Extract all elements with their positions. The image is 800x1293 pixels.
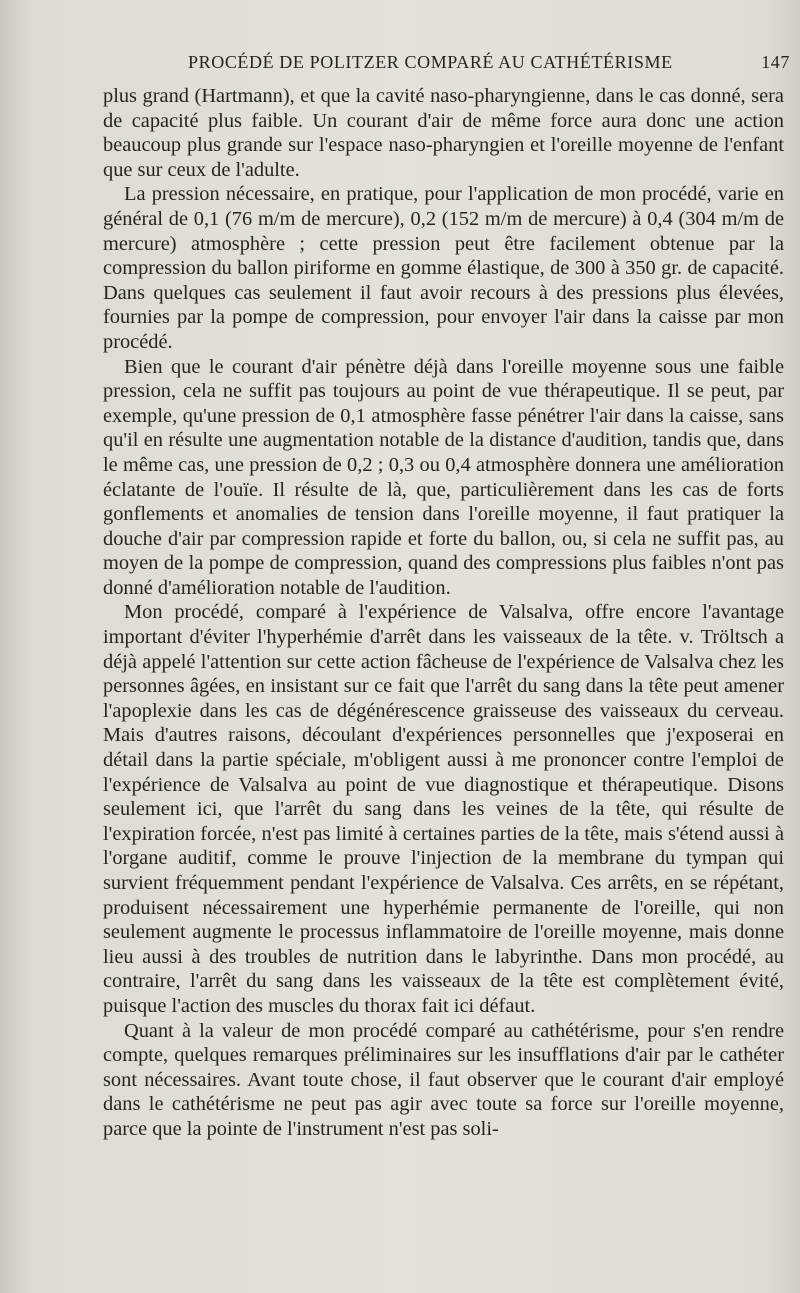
paragraph: Bien que le courant d'air pénètre déjà dans l'oreille moyenne sous une faible pression, cela ne suffit pas toujours au point de vue thérapeutique. Il se peut, par exemple, qu'une pression de 0,1 atmosphère fasse pénétrer l'air dans la caisse, sans qu'il en résulte une augmentation notable de la distance d'audition, tandis que, dans le même cas, une pression de 0,2 ; 0,3 ou 0,4 atmosphère donnera une amélioration éclatante de l'ouïe. Il résulte de là, que, particulièrement dans les cas de forts gonflements et anomalies de tension dans l'oreille moyenne, il faut pratiquer la douche d'air par compression rapide et forte du ballon, ou, si cela ne suffit pas, au moyen de la pompe de compression, quand des compressions plus faibles n'ont pas donné d'amélioration notable de l'audition. [103,355,784,599]
paragraph: La pression nécessaire, en pratique, pour l'application de mon procédé, varie en général de 0,1 (76 m/m de mercure), 0,2 (152 m/m de mercure) à 0,4 (304 m/m de mercure) atmosphère ; cette pression peut être facilement obtenue par la compression du ballon piriforme en gomme élastique, de 300 à 350 gr. de capacité. Dans quelques cas seulement il faut avoir recours à des pressions plus élevées, fournies par la pompe de compression, pour envoyer l'air dans la caisse par mon procédé. [103,183,784,353]
page-number: 147 [761,52,790,72]
page-header [100,44,790,78]
running-title: PROCÉDÉ DE POLITZER COMPARÉ AU CATHÉTÉRISME [188,52,673,72]
paragraph: Quant à la valeur de mon procédé comparé au cathétérisme, pour s'en rendre compte, quelques remarques préliminaires sur les insufflations d'air par le cathéter sont nécessaires. Avant toute chose, il faut observer que le courant d'air employé dans le cathétérisme ne peut pas agir avec toute sa force sur l'oreille moyenne, parce que la pointe de l'instrument n'est pas soli- [103,1019,784,1140]
paragraph: Mon procédé, comparé à l'expérience de Valsalva, offre encore l'avantage important d'éviter l'hyperhémie d'arrêt dans les vaisseaux de la tête. v. Tröltsch a déjà appelé l'attention sur cette action fâcheuse de l'expérience de Valsalva chez les personnes âgées, en insistant sur ce fait que l'arrêt du sang dans la tête peut amener l'apoplexie dans les cas de dégénérescence graisseuse des vaisseaux du cerveau. Mais d'autres raisons, découlant d'expériences personnelles que j'exposerai en détail dans la partie spéciale, m'obligent aussi à me prononcer contre l'emploi de l'expérience de Valsalva au point de vue diagnostique et thérapeutique. Disons seulement ici, que l'arrêt du sang dans les veines de la tête, qui résulte de l'expiration forcée, n'est pas limité à certaines parties de la tête, mais s'étend aussi à l'organe auditif, comme le prouve l'injection de la membrane du tympan qui survient fréquemment pendant l'expérience de Valsalva. Ces arrêts, en se répétant, produisent nécessairement une hyperhémie permanente de l'oreille, qui non seulement augmente le processus inflammatoire de l'oreille moyenne, mais donne lieu aussi à des troubles de nutrition dans le labyrinthe. Dans mon procédé, au contraire, l'arrêt du sang dans les vaisseaux de la tête est complètement évité, puisque l'action des muscles du thorax fait ici défaut. [103,601,784,1017]
body-text [103,84,784,1142]
paragraph: plus grand (Hartmann), et que la cavité naso-pharyngienne, dans le cas donné, sera de capacité plus faible. Un courant d'air de même force aura donc une action beaucoup plus grande sur l'espace naso-pharyngien et l'oreille moyenne de l'enfant que sur ceux de l'adulte. [103,85,784,181]
